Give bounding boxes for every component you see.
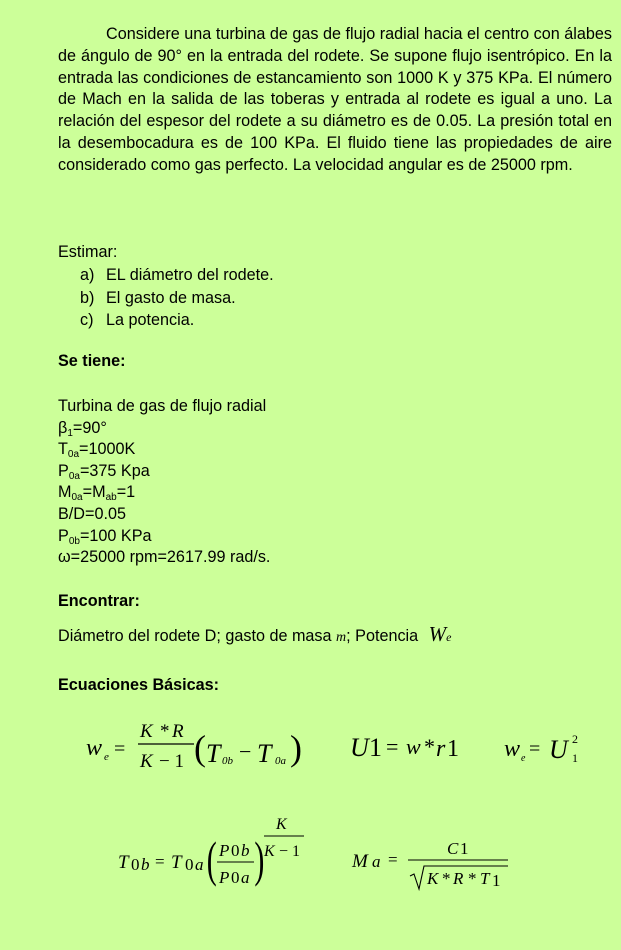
svg-text:(: ( [206, 831, 217, 887]
svg-text:K: K [427, 869, 439, 888]
svg-text:b: b [141, 855, 150, 874]
mach-equation [350, 834, 520, 896]
velocity-equation [348, 725, 468, 765]
svg-text:=: = [388, 850, 398, 869]
find-line: Diámetro del rodete D; gasto de masa m; Potencia We [58, 622, 452, 646]
svg-text:): ) [254, 831, 265, 887]
given-item: $P_{0a}=375$ Kpa [58, 461, 150, 482]
svg-text:1: 1 [369, 733, 382, 762]
svg-text:C: C [447, 839, 459, 858]
estimate-heading: Estimar: [58, 243, 118, 261]
svg-text:1: 1 [447, 736, 459, 762]
list-item: b) El gasto de masa. [80, 288, 236, 307]
svg-text:1: 1 [572, 751, 578, 765]
svg-text:): ) [290, 728, 302, 768]
estimate-list [80, 264, 274, 332]
svg-text:− 1: − 1 [159, 751, 184, 772]
svg-text:*: * [424, 734, 435, 759]
svg-text:e: e [521, 753, 526, 764]
svg-text:T: T [257, 739, 272, 768]
given-item: $M_{0a}=M_{ab}=1$ [58, 483, 136, 504]
svg-text:b: b [241, 841, 250, 860]
list-item: a) EL diámetro del rodete. [80, 266, 274, 284]
svg-text:0b: 0b [222, 755, 233, 767]
list-item: c) La potencia. [80, 311, 195, 329]
svg-text:a: a [195, 855, 204, 874]
given-item: B/D=0.05 [58, 504, 126, 523]
svg-text:w: w [406, 734, 421, 759]
svg-text:K: K [264, 843, 275, 860]
svg-text:0a: 0a [275, 755, 286, 767]
svg-text:*: * [468, 869, 477, 888]
given-item: $P_{0b}=100$ KPa [58, 526, 152, 547]
svg-text:P: P [219, 868, 230, 887]
svg-text:M: M [352, 851, 368, 872]
svg-text:T: T [480, 869, 490, 888]
svg-text:0: 0 [231, 868, 240, 887]
svg-text:r: r [436, 736, 446, 762]
svg-text:=: = [529, 738, 541, 760]
temperature-ratio-equation [116, 812, 316, 894]
svg-text:U: U [350, 733, 369, 762]
svg-text:1: 1 [460, 839, 469, 858]
svg-text:P: P [219, 841, 230, 860]
given-item: $T_{0a}=1000K$ [58, 440, 136, 461]
svg-text:K: K [140, 721, 153, 742]
svg-text:(: ( [194, 728, 206, 768]
equations-heading: Ecuaciones Básicas: [58, 676, 220, 694]
svg-text:e: e [104, 751, 109, 763]
svg-text:U: U [549, 735, 568, 764]
svg-text:K: K [276, 816, 287, 833]
svg-text:T: T [171, 852, 182, 873]
svg-text:0: 0 [131, 855, 140, 874]
work-equation [84, 712, 344, 778]
given-item: Turbina de gas de flujo radial [58, 397, 267, 415]
svg-text:2: 2 [572, 732, 578, 746]
svg-text:T: T [206, 739, 221, 768]
svg-text:1: 1 [492, 871, 501, 890]
svg-text:*: * [160, 721, 170, 742]
problem-statement: Considere una turbina de gas de flujo radial hacia el centro con álabes de ángulo de 90° en la entrada del rodete. Se supone flujo isentrópico. En la entrada las condiciones de estancamiento son 1000 K y 375 KPa. El número de Mach en la salida de las toberas y entrada al rodete es igual a uno. La relación del espesor del rodete a su diámetro es de 0.05. La presión total en la desembocadura es de 100 KPa. El fluido tiene las propiedades de aire considerado como gas perfecto. La velocidad angular es de 25000 rpm. [58, 25, 612, 174]
power-symbol: We [428, 622, 452, 646]
given-heading: Se tiene: [58, 352, 126, 370]
svg-text:−: − [239, 739, 252, 764]
svg-text:w: w [86, 735, 103, 761]
svg-text:− 1: − 1 [279, 843, 301, 860]
svg-text:R: R [453, 869, 464, 888]
specific-work-equation [502, 722, 592, 768]
svg-text:a: a [241, 868, 250, 887]
given-item: $\beta_1=90^\circ$ [58, 418, 107, 439]
svg-text:0: 0 [185, 855, 194, 874]
svg-text:*: * [442, 869, 451, 888]
given-item: ω=25000 rpm=2617.99 rad/s. [58, 548, 271, 567]
find-heading: Encontrar: [58, 592, 140, 610]
svg-text:=: = [386, 734, 399, 759]
svg-text:=: = [114, 738, 126, 760]
mass-flow-symbol: m [336, 630, 347, 645]
svg-text:K: K [140, 751, 153, 772]
svg-text:=: = [155, 852, 165, 871]
svg-text:R: R [172, 721, 184, 742]
svg-text:T: T [118, 852, 129, 873]
svg-text:0: 0 [231, 841, 240, 860]
given-list [58, 396, 270, 569]
svg-text:a: a [372, 852, 381, 871]
svg-text:w: w [504, 736, 521, 762]
